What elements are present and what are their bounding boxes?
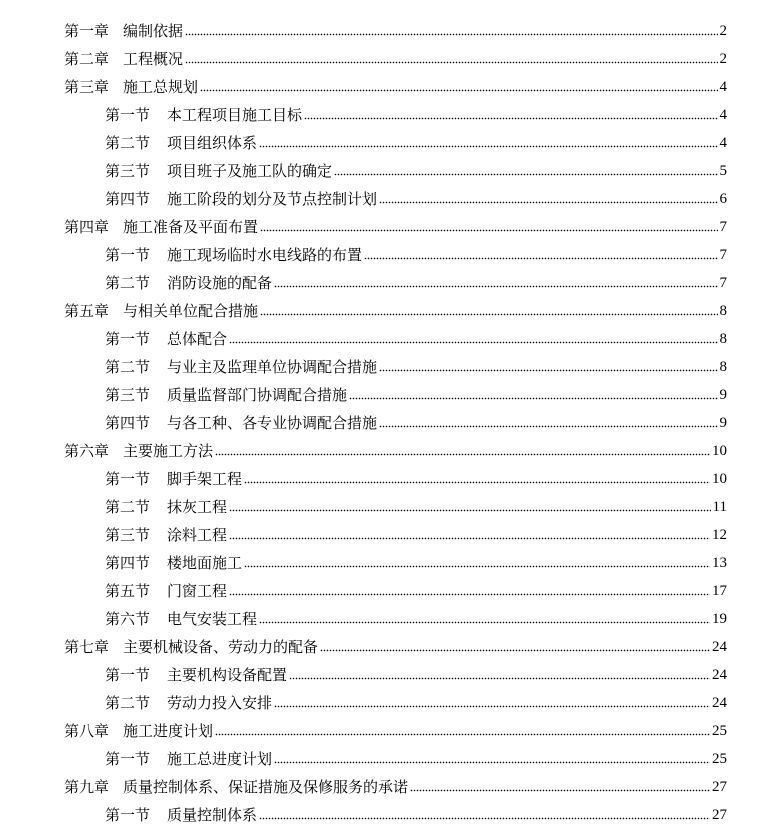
toc-entry-title: 总体配合 (167, 330, 228, 348)
toc-section-row[interactable] (0, 461, 780, 489)
toc-entry-title: 劳动力投入安排 (167, 694, 273, 712)
toc-entry-title: 主要施工方法 (123, 442, 214, 460)
toc-entry-number: 第六节 (105, 610, 151, 628)
toc-entry-number: 第一节 (105, 750, 151, 768)
toc-entry-number: 第一节 (105, 666, 151, 684)
toc-section-row[interactable] (0, 797, 780, 825)
toc-entry-number: 第四章 (64, 218, 110, 236)
toc-entry-page-number: 7 (719, 219, 727, 235)
toc-section-row[interactable] (0, 517, 780, 545)
toc-entry-title: 施工总进度计划 (167, 750, 273, 768)
toc-chapter-row[interactable] (0, 41, 780, 69)
toc-chapter-row[interactable] (0, 629, 780, 657)
toc-entry-page-number: 13 (712, 555, 727, 571)
toc-entry-title: 与相关单位配合措施 (123, 302, 259, 320)
toc-entry-page-number: 2 (719, 23, 727, 39)
toc-entry-title: 质量控制体系 (167, 806, 258, 824)
toc-entry-number: 第七章 (64, 638, 110, 656)
toc-entry-title: 消防设施的配备 (167, 274, 273, 292)
toc-entry-page-number: 4 (719, 79, 727, 95)
toc-entry-title: 施工准备及平面布置 (123, 218, 259, 236)
toc-entry-title: 脚手架工程 (167, 470, 243, 488)
toc-chapter-row[interactable] (0, 13, 780, 41)
toc-entry-page-number: 24 (712, 695, 727, 711)
toc-section-row[interactable] (0, 265, 780, 293)
toc-entry-page-number: 8 (719, 303, 727, 319)
toc-section-row[interactable] (0, 489, 780, 517)
toc-chapter-row[interactable] (0, 713, 780, 741)
toc-entry-page-number: 8 (719, 359, 727, 375)
toc-entry-page-number: 12 (712, 527, 727, 543)
toc-entry-page-number: 17 (712, 583, 727, 599)
toc-entry-page-number: 25 (712, 751, 727, 767)
toc-entry-number: 第三节 (105, 162, 151, 180)
toc-dot-leader (259, 620, 710, 624)
toc-section-row[interactable] (0, 377, 780, 405)
toc-entry-title: 编制依据 (123, 22, 184, 40)
toc-entry-title: 涂料工程 (167, 526, 228, 544)
toc-entry-title: 施工现场临时水电线路的布置 (167, 246, 363, 264)
toc-entry-page-number: 4 (719, 135, 727, 151)
toc-entry-number: 第三章 (64, 78, 110, 96)
toc-entry-page-number: 10 (712, 443, 727, 459)
toc-dot-leader (229, 508, 711, 512)
toc-dot-leader (185, 60, 717, 64)
toc-entry-title: 项目班子及施工队的确定 (167, 162, 333, 180)
toc-dot-leader (259, 816, 710, 820)
toc-entry-number: 第一节 (105, 470, 151, 488)
toc-entry-page-number: 9 (719, 415, 727, 431)
toc-dot-leader (244, 480, 710, 484)
toc-section-row[interactable] (0, 545, 780, 573)
toc-dot-leader (379, 200, 717, 204)
toc-dot-leader (260, 312, 717, 316)
toc-entry-title: 施工阶段的划分及节点控制计划 (167, 190, 378, 208)
toc-dot-leader (410, 788, 710, 792)
toc-dot-leader (334, 172, 717, 176)
toc-section-row[interactable] (0, 573, 780, 601)
toc-entry-title: 施工进度计划 (123, 722, 214, 740)
toc-entry-title: 施工总规划 (123, 78, 199, 96)
toc-entry-title: 项目组织体系 (167, 134, 258, 152)
toc-entry-number: 第五节 (105, 582, 151, 600)
toc-entry-page-number: 8 (719, 331, 727, 347)
toc-entry-page-number: 4 (719, 107, 727, 123)
toc-section-row[interactable] (0, 153, 780, 181)
toc-dot-leader (304, 116, 717, 120)
toc-entry-title: 与业主及监理单位协调配合措施 (167, 358, 378, 376)
toc-chapter-row[interactable] (0, 433, 780, 461)
toc-entry-number: 第三节 (105, 526, 151, 544)
toc-entry-page-number: 2 (719, 51, 727, 67)
toc-entry-title: 楼地面施工 (167, 554, 243, 572)
toc-entry-number: 第二章 (64, 50, 110, 68)
toc-entry-page-number: 5 (719, 163, 727, 179)
toc-dot-leader (260, 228, 717, 232)
toc-dot-leader (379, 424, 717, 428)
toc-section-row[interactable] (0, 349, 780, 377)
toc-entry-page-number: 10 (712, 471, 727, 487)
toc-dot-leader (320, 648, 710, 652)
toc-section-row[interactable] (0, 181, 780, 209)
toc-chapter-row[interactable] (0, 293, 780, 321)
toc-section-row[interactable] (0, 685, 780, 713)
toc-entry-number: 第二节 (105, 694, 151, 712)
toc-dot-leader (215, 732, 710, 736)
toc-entry-page-number: 27 (712, 779, 727, 795)
toc-dot-leader (244, 564, 710, 568)
table-of-contents (0, 13, 780, 825)
toc-dot-leader (229, 592, 710, 596)
toc-dot-leader (349, 396, 717, 400)
toc-entry-number: 第八章 (64, 722, 110, 740)
toc-entry-number: 第九章 (64, 778, 110, 796)
toc-chapter-row[interactable] (0, 69, 780, 97)
toc-section-row[interactable] (0, 237, 780, 265)
toc-entry-number: 第一节 (105, 106, 151, 124)
toc-dot-leader (259, 144, 717, 148)
toc-entry-page-number: 25 (712, 723, 727, 739)
toc-entry-title: 与各工种、各专业协调配合措施 (167, 414, 378, 432)
toc-entry-number: 第二节 (105, 498, 151, 516)
toc-entry-number: 第一节 (105, 330, 151, 348)
toc-entry-number: 第五章 (64, 302, 110, 320)
toc-chapter-row[interactable] (0, 209, 780, 237)
toc-entry-number: 第六章 (64, 442, 110, 460)
toc-entry-title: 电气安装工程 (167, 610, 258, 628)
toc-section-row[interactable] (0, 405, 780, 433)
toc-dot-leader (215, 452, 710, 456)
toc-entry-number: 第四节 (105, 414, 151, 432)
toc-section-row[interactable] (0, 97, 780, 125)
toc-dot-leader (289, 676, 710, 680)
toc-entry-page-number: 24 (712, 667, 727, 683)
toc-entry-title: 抹灰工程 (167, 498, 228, 516)
toc-entry-page-number: 7 (719, 247, 727, 263)
toc-entry-number: 第四节 (105, 190, 151, 208)
toc-section-row[interactable] (0, 657, 780, 685)
toc-dot-leader (274, 704, 710, 708)
toc-dot-leader (364, 256, 717, 260)
toc-entry-number: 第一章 (64, 22, 110, 40)
toc-dot-leader (274, 284, 717, 288)
toc-entry-title: 本工程项目施工目标 (167, 106, 303, 124)
toc-section-row[interactable] (0, 601, 780, 629)
toc-entry-page-number: 19 (712, 611, 727, 627)
toc-entry-title: 质量监督部门协调配合措施 (167, 386, 348, 404)
toc-entry-title: 工程概况 (123, 50, 184, 68)
toc-section-row[interactable] (0, 741, 780, 769)
toc-entry-number: 第二节 (105, 274, 151, 292)
toc-entry-number: 第二节 (105, 358, 151, 376)
toc-entry-number: 第二节 (105, 134, 151, 152)
toc-entry-number: 第四节 (105, 554, 151, 572)
toc-dot-leader (379, 368, 717, 372)
toc-dot-leader (229, 536, 710, 540)
toc-entry-page-number: 11 (712, 499, 727, 515)
toc-entry-page-number: 24 (712, 639, 727, 655)
toc-entry-title: 门窗工程 (167, 582, 228, 600)
toc-dot-leader (185, 32, 717, 36)
toc-dot-leader (200, 88, 717, 92)
toc-entry-title: 主要机构设备配置 (167, 666, 288, 684)
toc-section-row[interactable] (0, 321, 780, 349)
toc-entry-page-number: 6 (719, 191, 727, 207)
toc-entry-page-number: 27 (712, 807, 727, 823)
toc-entry-page-number: 7 (719, 275, 727, 291)
toc-entry-title: 质量控制体系、保证措施及保修服务的承诺 (123, 778, 409, 796)
toc-entry-number: 第一节 (105, 246, 151, 264)
toc-chapter-row[interactable] (0, 769, 780, 797)
toc-entry-title: 主要机械设备、劳动力的配备 (123, 638, 319, 656)
toc-entry-number: 第一节 (105, 806, 151, 824)
toc-entry-number: 第三节 (105, 386, 151, 404)
toc-section-row[interactable] (0, 125, 780, 153)
toc-dot-leader (274, 760, 710, 764)
toc-dot-leader (229, 340, 717, 344)
toc-entry-page-number: 9 (719, 387, 727, 403)
